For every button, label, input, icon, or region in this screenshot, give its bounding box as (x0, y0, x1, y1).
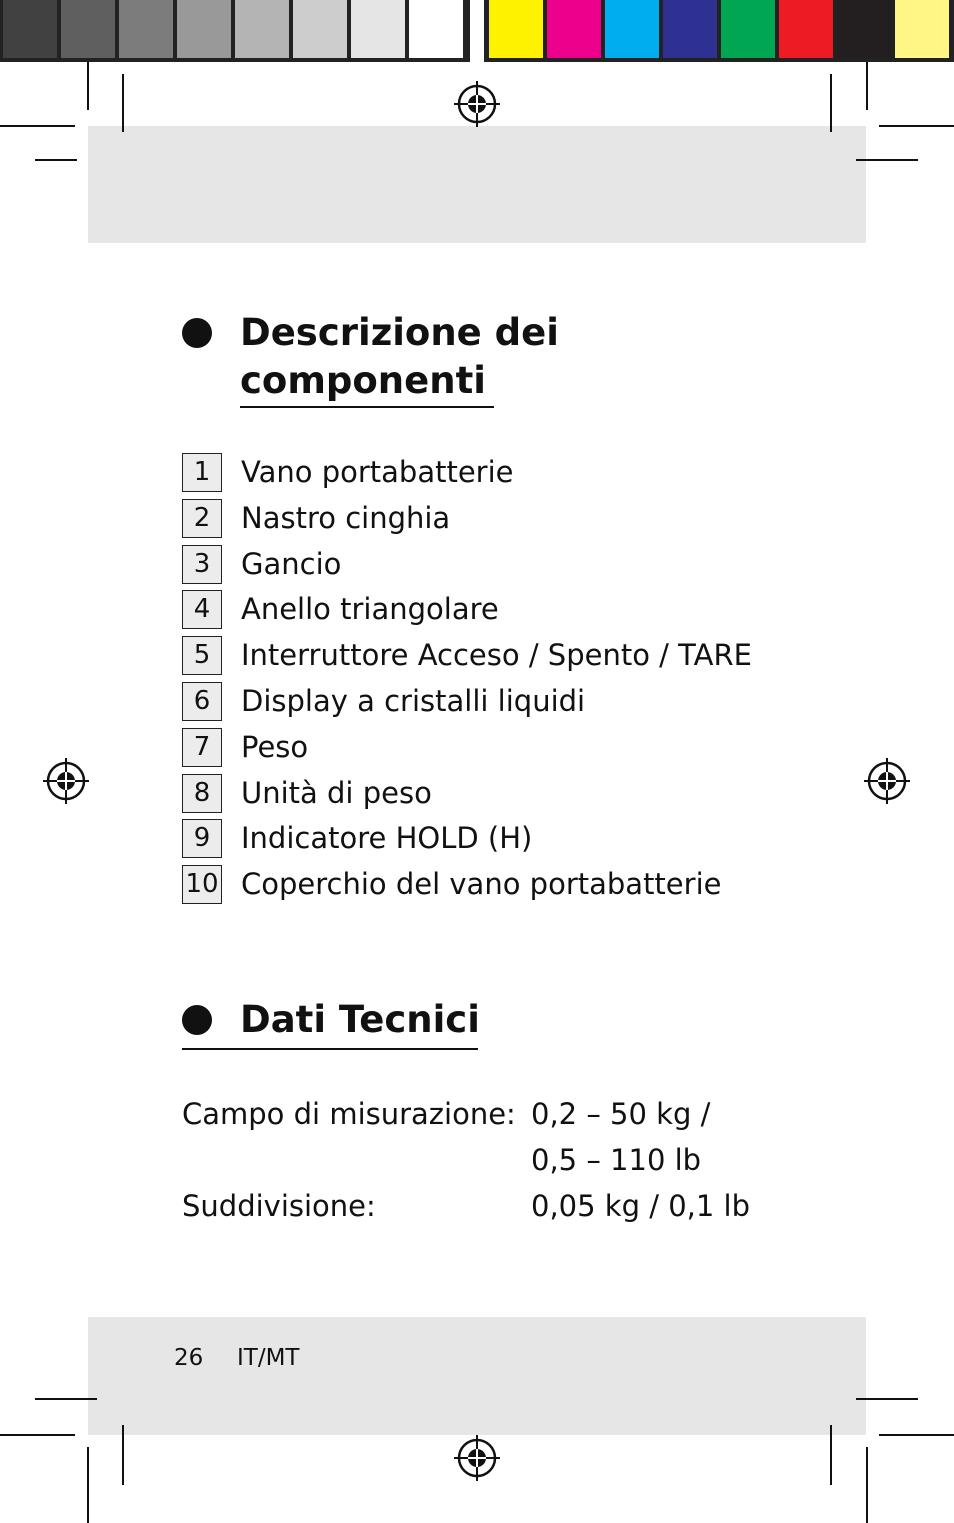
registration-crosshair-icon (42, 757, 90, 805)
component-label: Nastro cinghia (241, 500, 451, 535)
component-label: Anello triangolare (241, 592, 499, 627)
color-swatch (489, 0, 543, 58)
component-label: Vano portabatterie (241, 455, 514, 489)
components-heading-line2: componenti (240, 359, 486, 402)
component-number-box: 1 (182, 453, 222, 492)
grey-swatch (409, 0, 463, 58)
top-grey-band (88, 126, 866, 243)
tech-heading-underline (182, 1048, 478, 1050)
color-swatch (779, 0, 833, 58)
component-number-box: 10 (182, 865, 222, 904)
page-number: 26 (174, 1345, 204, 1371)
component-number-box: 8 (182, 774, 222, 813)
component-number-box: 3 (182, 545, 222, 584)
component-label: Display a cristalli liquidi (241, 684, 586, 718)
component-number-box: 7 (182, 728, 222, 767)
component-number-box: 5 (182, 636, 222, 675)
color-swatch (721, 0, 775, 58)
filled-circle-bullet-icon (182, 1005, 212, 1035)
grey-swatch (235, 0, 289, 58)
component-label: Coperchio del vano portabatterie (241, 867, 722, 902)
grey-swatch (3, 0, 57, 58)
color-swatch (663, 0, 717, 58)
tech-heading: Dati Tecnici (240, 998, 480, 1041)
color-swatch (605, 0, 659, 58)
color-swatch (895, 0, 949, 58)
spec-label: Suddivisione: (182, 1189, 376, 1223)
component-label: Gancio (241, 546, 342, 581)
spec-label: Campo di misurazione: (182, 1097, 516, 1131)
components-heading (240, 309, 559, 405)
component-number-box: 4 (182, 590, 222, 629)
color-swatch (547, 0, 601, 58)
registration-crosshair-icon (453, 1434, 501, 1482)
component-label: Indicatore HOLD (H) (241, 821, 533, 856)
component-label: Peso (241, 729, 309, 764)
grey-swatch (351, 0, 405, 58)
registration-crosshair-icon (453, 80, 501, 128)
spec-value: 0,2 – 50 kg / (531, 1097, 711, 1131)
component-number-box: 6 (182, 682, 222, 721)
language-code: IT/MT (237, 1345, 300, 1371)
component-number-box: 9 (182, 819, 222, 858)
component-number-box: 2 (182, 499, 222, 538)
color-swatch (837, 0, 891, 58)
registration-crosshair-icon (863, 757, 911, 805)
grey-swatch (61, 0, 115, 58)
components-heading-underline (240, 406, 494, 408)
components-heading-line1: Descrizione dei (240, 311, 559, 354)
grey-swatch (119, 0, 173, 58)
filled-circle-bullet-icon (182, 318, 212, 348)
component-label: Interruttore Acceso / Spento / TARE (241, 638, 752, 673)
spec-value: 0,05 kg / 0,1 lb (531, 1189, 751, 1223)
component-label: Unità di peso (241, 775, 432, 810)
grey-swatch (293, 0, 347, 58)
spec-value: 0,5 – 110 lb (531, 1143, 702, 1177)
bottom-grey-band (88, 1317, 866, 1435)
grey-swatch (177, 0, 231, 58)
